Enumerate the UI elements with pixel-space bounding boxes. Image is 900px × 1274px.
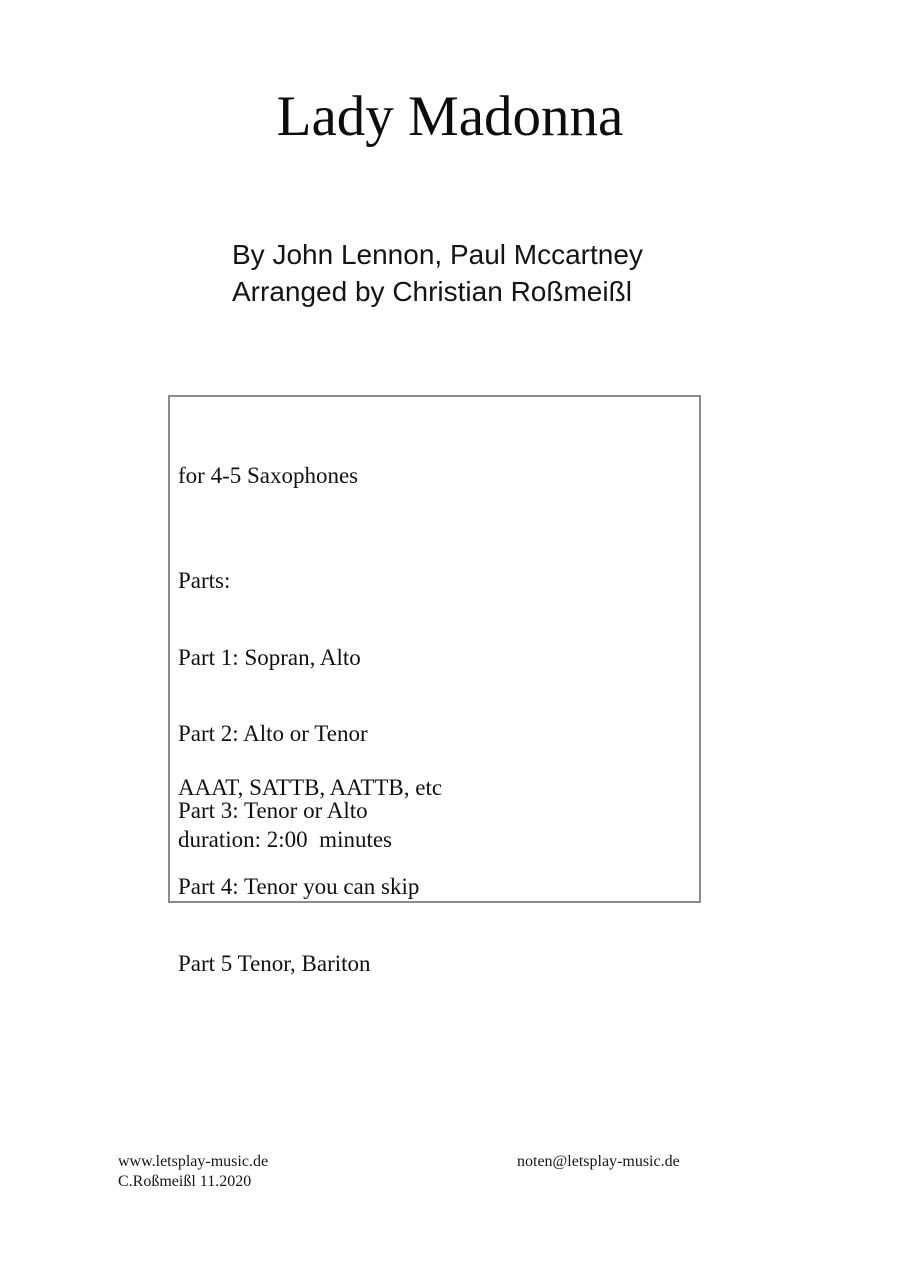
part-line-5: Part 5 Tenor, Bariton — [178, 950, 371, 976]
info-box — [168, 395, 701, 976]
footer-credit: C.Roßmeißl 11.2020 — [118, 1172, 252, 1190]
footer-email: noten@letsplay-music.de — [517, 1153, 680, 1170]
instrumentation-text: for 4-5 Saxophones — [178, 463, 359, 488]
part-line-3: Part 3: Tenor or Alto — [178, 797, 368, 823]
page-title: Lady Madonna — [276, 85, 624, 148]
part-line-1: Part 1: Sopran, Alto — [178, 644, 361, 670]
byline — [232, 236, 643, 310]
voicings-text: AAAT, SATTB, AATTB, etc — [178, 775, 443, 800]
parts-heading: Parts: — [178, 568, 231, 593]
duration-text: duration: 2:00 minutes — [178, 827, 393, 852]
footer-website: www.letsplay-music.de — [118, 1153, 269, 1170]
part-line-4: Part 4: Tenor you can skip — [178, 874, 420, 899]
parts-list — [178, 517, 419, 1027]
part-line-2: Part 2: Alto or Tenor — [178, 721, 368, 746]
byline-composers: By John Lennon, Paul Mccartney — [232, 239, 643, 270]
footer-left — [118, 1152, 268, 1191]
byline-arranger: Arranged by Christian Roßmeißl — [232, 276, 632, 307]
